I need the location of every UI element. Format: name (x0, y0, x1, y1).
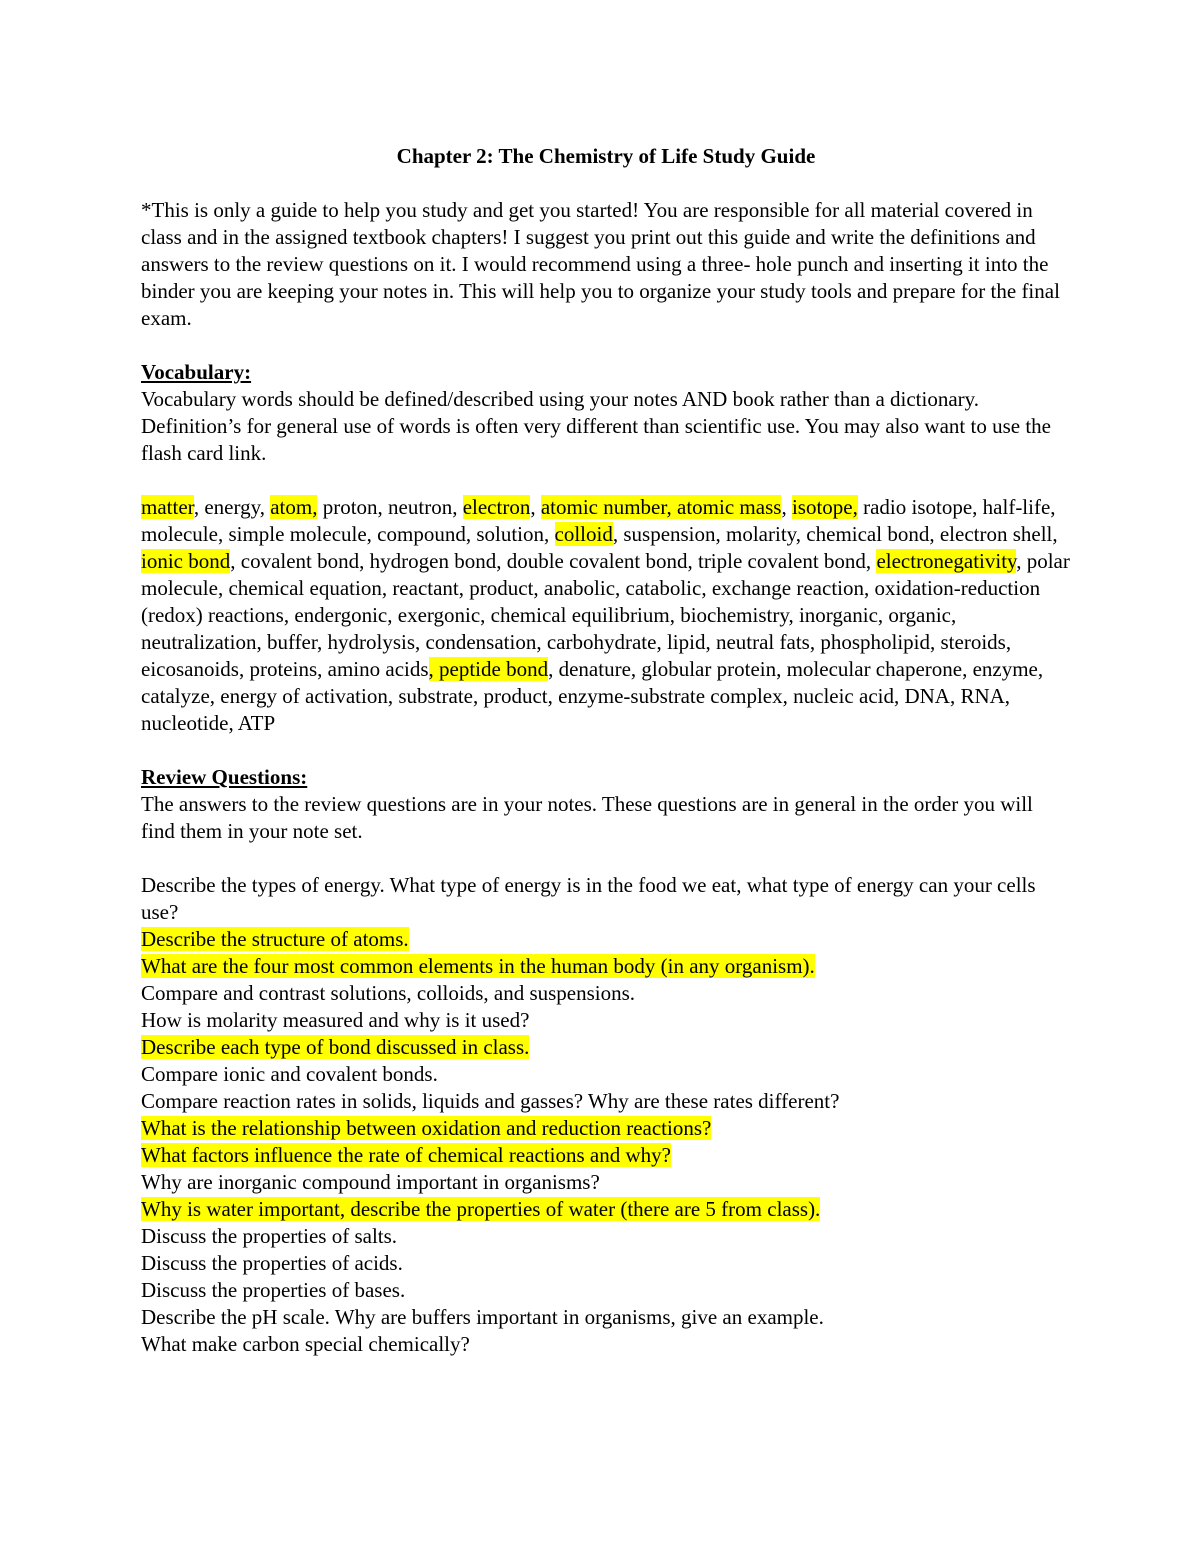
highlighted-vocab-term: electronegativity (876, 549, 1017, 573)
question-text: Compare and contrast solutions, colloids, and suspensions. (141, 981, 636, 1005)
question-text: Discuss the properties of acids. (141, 1251, 403, 1275)
question-text: Discuss the properties of salts. (141, 1224, 398, 1248)
vocab-text: proton, neutron, (317, 495, 463, 519)
review-question (141, 1007, 1071, 1034)
highlighted-question-text: Why is water important, describe the properties of water (there are 5 from class). (141, 1197, 821, 1221)
review-question (141, 872, 1071, 926)
review-question (141, 926, 1071, 953)
spacer (141, 332, 1071, 359)
highlighted-question-text: Describe the structure of atoms. (141, 927, 409, 951)
intro-paragraph: *This is only a guide to help you study and get you started! You are responsible for all material covered in class and in the assigned textbook chapters! I suggest you print out this guide and write the definitions and answers to the review questions on it. I would recommend using a three- hole punch and inserting it into the binder you are keeping your notes in. This will help you to organize your study tools and prepare for the final exam. (141, 198, 1060, 330)
question-text: Compare ionic and covalent bonds. (141, 1062, 438, 1086)
review-question (141, 1223, 1071, 1250)
vocab-text: , (530, 495, 541, 519)
highlighted-vocab-term: isotope, (791, 495, 858, 519)
review-question (141, 1142, 1071, 1169)
review-section (141, 764, 1071, 845)
highlighted-question-text: What are the four most common elements in the human body (in any organism). (141, 954, 815, 978)
spacer (141, 845, 1071, 872)
question-text: What make carbon special chemically? (141, 1332, 470, 1356)
highlighted-vocab-term: colloid (554, 522, 613, 546)
question-text: Why are inorganic compound important in organisms? (141, 1170, 600, 1194)
spacer (141, 737, 1071, 764)
review-heading: Review Questions: (141, 765, 308, 789)
spacer (141, 170, 1071, 197)
review-question-list (141, 872, 1071, 1358)
page-title: Chapter 2: The Chemistry of Life Study Guide (396, 144, 816, 168)
highlighted-vocab-term: , peptide bond (428, 657, 549, 681)
vocab-text: , energy, (193, 495, 271, 519)
question-text: Describe the types of energy. What type of energy is in the food we eat, what type of energy can your cells use? (141, 873, 1036, 924)
highlighted-question-text: What factors influence the rate of chemical reactions and why? (141, 1143, 671, 1167)
document-content (141, 143, 1071, 1358)
vocabulary-section (141, 359, 1071, 467)
vocab-text: , denature, globular protein, molecular chaperone, enzyme, catalyze, energy of activation, substrate, product, enzyme-substrate complex, nucleic acid, DNA, RNA, nucleotide, ATP (141, 657, 1044, 735)
question-text: Discuss the properties of bases. (141, 1278, 406, 1302)
vocabulary-word-list (141, 494, 1071, 737)
vocab-text: radio isotope, half-life, molecule, simple molecule, compound, solution, (141, 495, 1056, 546)
vocab-text: , covalent bond, hydrogen bond, double covalent bond, triple covalent bond, (230, 549, 877, 573)
review-question (141, 1250, 1071, 1277)
highlighted-vocab-term: ionic bond (141, 549, 231, 573)
vocabulary-description: Vocabulary words should be defined/described using your notes AND book rather than a dictionary. Definition’s for general use of words is often very different than scientific use. You may also want to use the flash card link. (141, 387, 1051, 465)
review-question (141, 953, 1071, 980)
review-question (141, 1088, 1071, 1115)
vocab-text: , polar molecule, chemical equation, reactant, product, anabolic, catabolic, exchange reaction, oxidation-reduction (redox) reactions, endergonic, exergonic, chemical equilibrium, biochemistry, inorganic, organic, neutralization, buffer, hydrolysis, condensation, carbohydrate, lipid, neutral fats, phospholipid, steroids, eicosanoids, proteins, amino acids (141, 549, 1070, 681)
review-question (141, 1169, 1071, 1196)
review-question (141, 1061, 1071, 1088)
review-question (141, 1034, 1071, 1061)
highlighted-vocab-term: atom, (270, 495, 318, 519)
review-question (141, 1115, 1071, 1142)
question-text: How is molarity measured and why is it used? (141, 1008, 530, 1032)
vocab-text: , suspension, molarity, chemical bond, electron shell, (612, 522, 1058, 546)
review-description: The answers to the review questions are in your notes. These questions are in general in the order you will find them in your note set. (141, 792, 1033, 843)
review-question (141, 1304, 1071, 1331)
review-question (141, 1331, 1071, 1358)
question-text: Compare reaction rates in solids, liquids and gasses? Why are these rates different? (141, 1089, 840, 1113)
vocabulary-heading: Vocabulary: (141, 360, 252, 384)
spacer (141, 467, 1071, 494)
highlighted-question-text: What is the relationship between oxidation and reduction reactions? (141, 1116, 712, 1140)
review-question (141, 980, 1071, 1007)
question-text: Describe the pH scale. Why are buffers important in organisms, give an example. (141, 1305, 824, 1329)
review-question (141, 1196, 1071, 1223)
highlighted-vocab-term: electron (462, 495, 531, 519)
review-question (141, 1277, 1071, 1304)
highlighted-question-text: Describe each type of bond discussed in class. (141, 1035, 530, 1059)
vocab-text: , (781, 495, 792, 519)
highlighted-vocab-term: matter (141, 495, 194, 519)
highlighted-vocab-term: atomic number, atomic mass (540, 495, 782, 519)
